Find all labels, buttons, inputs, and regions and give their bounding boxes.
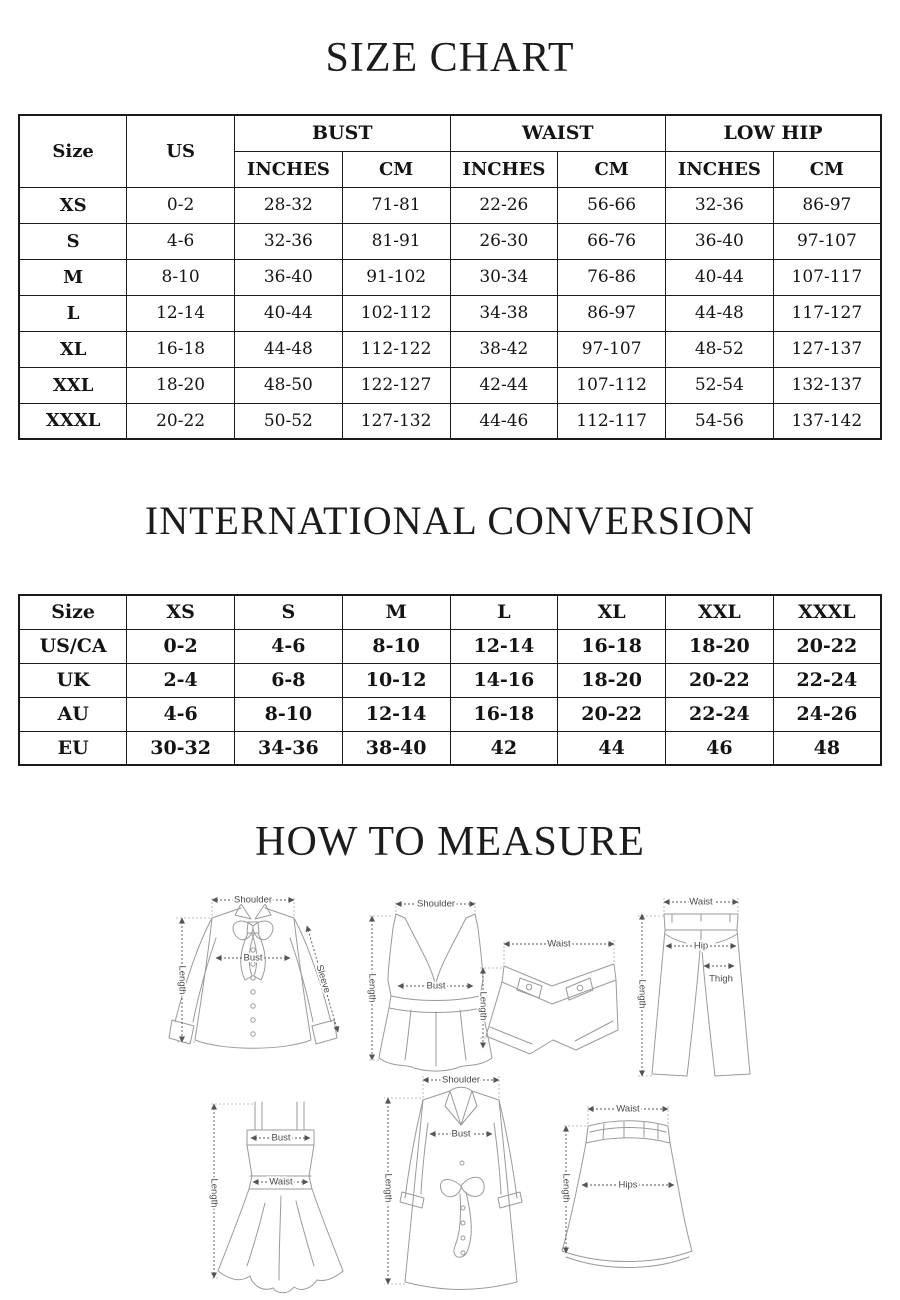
value-cell: 28-32 <box>235 187 343 223</box>
value-cell: 112-117 <box>558 403 666 439</box>
value-cell: 32-36 <box>235 223 343 259</box>
value-cell: 48 <box>773 731 881 765</box>
value-cell: 0-2 <box>127 629 235 663</box>
value-cell: 40-44 <box>235 295 343 331</box>
value-cell: 86-97 <box>773 187 881 223</box>
subheader-waist-cm: CM <box>558 151 666 187</box>
conv-header-xxxl: XXXL <box>773 595 881 629</box>
value-cell: 42 <box>450 731 558 765</box>
conv-header-m: M <box>342 595 450 629</box>
value-cell: 48-50 <box>235 367 343 403</box>
shorts-length-label: Length <box>477 991 489 1021</box>
value-cell: 107-112 <box>558 367 666 403</box>
table-row <box>19 223 881 259</box>
value-cell: 4-6 <box>127 223 235 259</box>
value-cell: 32-36 <box>666 187 774 223</box>
value-cell: 86-97 <box>558 295 666 331</box>
coat-shoulder-label: Shoulder <box>441 1074 481 1086</box>
value-cell: 50-52 <box>235 403 343 439</box>
table-row <box>19 259 881 295</box>
value-cell: 12-14 <box>342 697 450 731</box>
value-cell: 4-6 <box>235 629 343 663</box>
value-cell: 16-18 <box>450 697 558 731</box>
row-label-cell: AU <box>19 697 127 731</box>
col-header-size: Size <box>19 115 127 187</box>
col-header-us: US <box>127 115 235 187</box>
value-cell: 20-22 <box>666 663 774 697</box>
international-conversion-title: INTERNATIONAL CONVERSION <box>144 498 756 543</box>
value-cell: 117-127 <box>773 295 881 331</box>
subheader-bust-inches: INCHES <box>235 151 343 187</box>
value-cell: 132-137 <box>773 367 881 403</box>
col-group-bust: BUST <box>235 115 451 151</box>
table-row <box>19 629 881 663</box>
pants-hip-label: Hip <box>693 940 709 952</box>
value-cell: 16-18 <box>127 331 235 367</box>
subheader-bust-cm: CM <box>342 151 450 187</box>
value-cell: 20-22 <box>558 697 666 731</box>
value-cell: 127-137 <box>773 331 881 367</box>
skirt-diagram <box>546 1093 706 1273</box>
row-label-cell: L <box>19 295 127 331</box>
row-label-cell: S <box>19 223 127 259</box>
value-cell: 54-56 <box>666 403 774 439</box>
size-chart-header-row-1 <box>19 115 881 151</box>
value-cell: 10-12 <box>342 663 450 697</box>
value-cell: 40-44 <box>666 259 774 295</box>
value-cell: 14-16 <box>450 663 558 697</box>
subheader-lowhip-cm: CM <box>773 151 881 187</box>
table-row <box>19 403 881 439</box>
conv-header-xl: XL <box>558 595 666 629</box>
pants-diagram <box>616 888 781 1083</box>
value-cell: 8-10 <box>127 259 235 295</box>
value-cell: 112-122 <box>342 331 450 367</box>
row-label-cell: XL <box>19 331 127 367</box>
value-cell: 16-18 <box>558 629 666 663</box>
value-cell: 18-20 <box>127 367 235 403</box>
value-cell: 12-14 <box>450 629 558 663</box>
value-cell: 30-32 <box>127 731 235 765</box>
value-cell: 71-81 <box>342 187 450 223</box>
value-cell: 36-40 <box>666 223 774 259</box>
blouse-shoulder-label: Shoulder <box>233 894 273 906</box>
value-cell: 46 <box>666 731 774 765</box>
row-label-cell: UK <box>19 663 127 697</box>
subheader-waist-inches: INCHES <box>450 151 558 187</box>
value-cell: 42-44 <box>450 367 558 403</box>
value-cell: 2-4 <box>127 663 235 697</box>
value-cell: 44 <box>558 731 666 765</box>
value-cell: 97-107 <box>773 223 881 259</box>
value-cell: 44-46 <box>450 403 558 439</box>
subheader-lowhip-inches: INCHES <box>666 151 774 187</box>
row-label-cell: XXXL <box>19 403 127 439</box>
value-cell: 66-76 <box>558 223 666 259</box>
value-cell: 107-117 <box>773 259 881 295</box>
conversion-header-row <box>19 595 881 629</box>
value-cell: 22-26 <box>450 187 558 223</box>
pants-thigh-label: Thigh <box>709 973 733 985</box>
value-cell: 22-24 <box>773 663 881 697</box>
value-cell: 26-30 <box>450 223 558 259</box>
dress-bust-label: Bust <box>271 1132 291 1144</box>
value-cell: 48-52 <box>666 331 774 367</box>
shorts-diagram <box>466 922 631 1072</box>
tank-bust-label: Bust <box>426 980 446 992</box>
value-cell: 20-22 <box>773 629 881 663</box>
value-cell: 22-24 <box>666 697 774 731</box>
table-row <box>19 295 881 331</box>
skirt-waist-label: Waist <box>616 1103 640 1115</box>
value-cell: 4-6 <box>127 697 235 731</box>
row-label-cell: M <box>19 259 127 295</box>
value-cell: 44-48 <box>235 331 343 367</box>
table-row <box>19 697 881 731</box>
international-conversion-table <box>18 594 882 766</box>
blouse-sleeve-label: Sleeve <box>313 963 333 995</box>
tank-shoulder-label: Shoulder <box>416 898 456 910</box>
blouse-diagram <box>148 882 358 1077</box>
value-cell: 122-127 <box>342 367 450 403</box>
pants-waist-label: Waist <box>689 896 713 908</box>
size-chart-title: SIZE CHART <box>325 35 575 81</box>
blouse-length-label: Length <box>176 965 188 995</box>
skirt-hips-label: Hips <box>618 1179 638 1191</box>
skirt-length-label: Length <box>560 1173 572 1203</box>
coat-diagram <box>366 1068 551 1298</box>
value-cell: 56-66 <box>558 187 666 223</box>
value-cell: 18-20 <box>558 663 666 697</box>
tank-length-label: Length <box>366 973 378 1003</box>
value-cell: 102-112 <box>342 295 450 331</box>
table-row <box>19 331 881 367</box>
row-label-cell: US/CA <box>19 629 127 663</box>
value-cell: 12-14 <box>127 295 235 331</box>
dress-waist-label: Waist <box>269 1176 293 1188</box>
value-cell: 38-40 <box>342 731 450 765</box>
table-row <box>19 187 881 223</box>
table-row <box>19 731 881 765</box>
conv-header-size: Size <box>19 595 127 629</box>
value-cell: 8-10 <box>235 697 343 731</box>
size-chart-table <box>18 114 882 440</box>
value-cell: 36-40 <box>235 259 343 295</box>
value-cell: 76-86 <box>558 259 666 295</box>
value-cell: 34-36 <box>235 731 343 765</box>
row-label-cell: XXL <box>19 367 127 403</box>
table-row <box>19 367 881 403</box>
value-cell: 18-20 <box>666 629 774 663</box>
coat-length-label: Length <box>382 1173 394 1203</box>
conv-header-xxl: XXL <box>666 595 774 629</box>
row-label-cell: XS <box>19 187 127 223</box>
shorts-waist-label: Waist <box>547 938 571 950</box>
value-cell: 44-48 <box>666 295 774 331</box>
blouse-bust-label: Bust <box>243 952 263 964</box>
value-cell: 0-2 <box>127 187 235 223</box>
coat-bust-label: Bust <box>451 1128 471 1140</box>
value-cell: 81-91 <box>342 223 450 259</box>
conv-header-s: S <box>235 595 343 629</box>
pants-length-label: Length <box>636 979 648 1009</box>
value-cell: 52-54 <box>666 367 774 403</box>
dress-length-label: Length <box>208 1178 220 1208</box>
table-row <box>19 663 881 697</box>
dress-diagram <box>193 1088 378 1295</box>
col-group-low-hip: LOW HIP <box>666 115 882 151</box>
conv-header-l: L <box>450 595 558 629</box>
value-cell: 8-10 <box>342 629 450 663</box>
value-cell: 20-22 <box>127 403 235 439</box>
value-cell: 127-132 <box>342 403 450 439</box>
value-cell: 38-42 <box>450 331 558 367</box>
value-cell: 30-34 <box>450 259 558 295</box>
conv-header-xs: XS <box>127 595 235 629</box>
value-cell: 24-26 <box>773 697 881 731</box>
value-cell: 91-102 <box>342 259 450 295</box>
value-cell: 6-8 <box>235 663 343 697</box>
col-group-waist: WAIST <box>450 115 666 151</box>
value-cell: 137-142 <box>773 403 881 439</box>
how-to-measure-title: HOW TO MEASURE <box>255 819 645 865</box>
value-cell: 34-38 <box>450 295 558 331</box>
value-cell: 97-107 <box>558 331 666 367</box>
row-label-cell: EU <box>19 731 127 765</box>
